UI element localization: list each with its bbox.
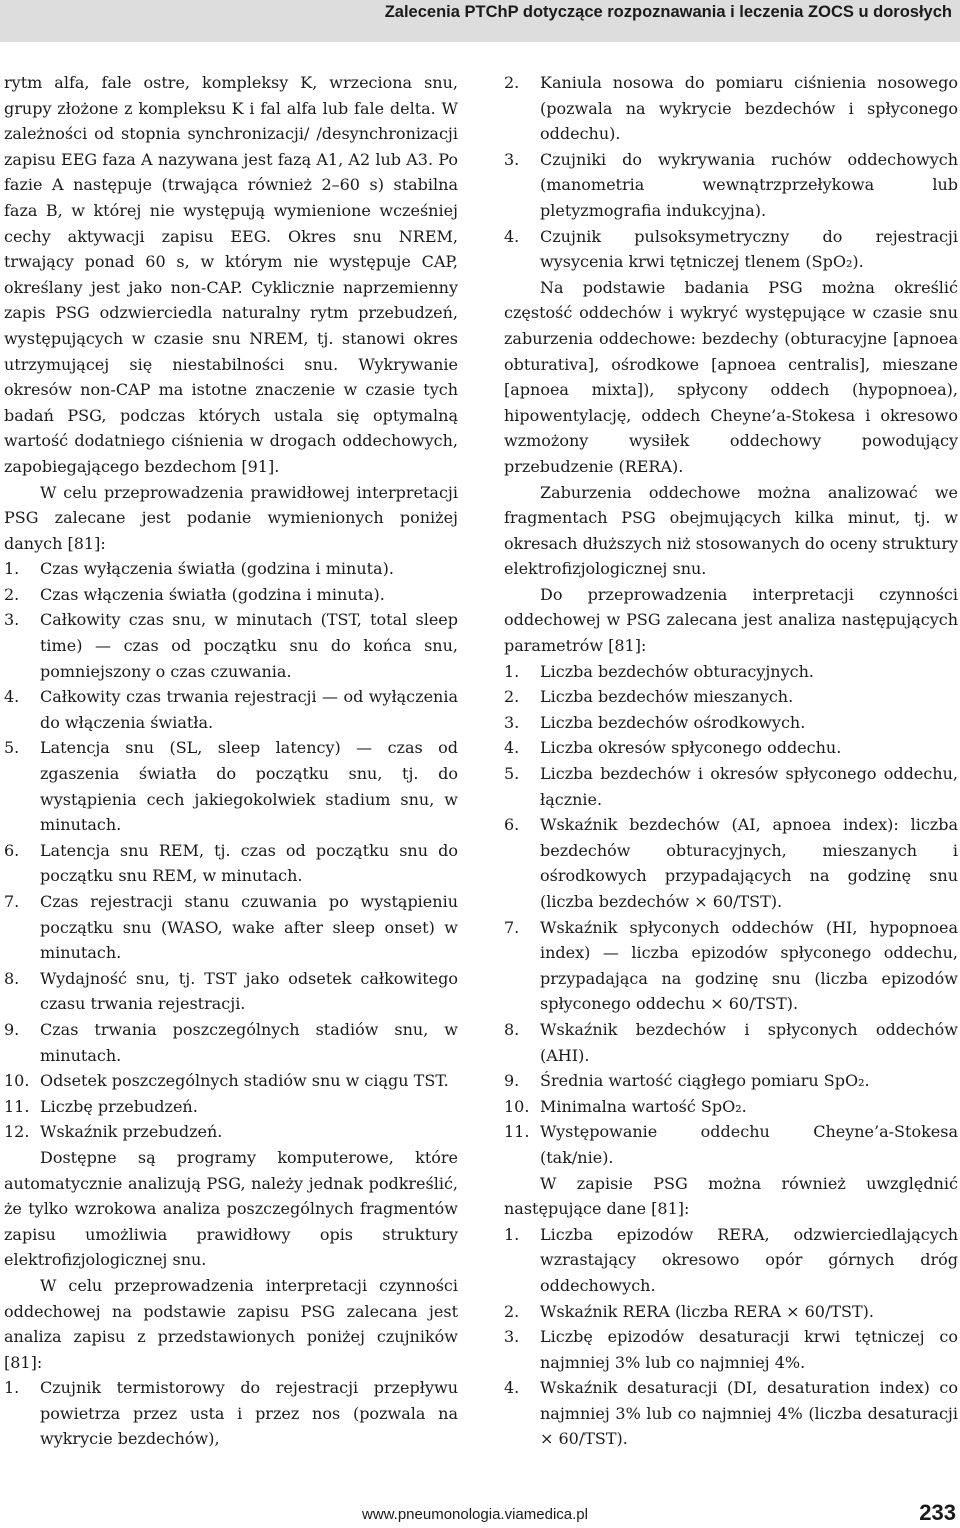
list-item — [504, 659, 958, 685]
list-item-number: 10. — [504, 1096, 530, 1116]
list-item-number: 3. — [4, 610, 20, 630]
list-item-number: 1. — [4, 1378, 20, 1398]
list-item — [504, 1324, 958, 1375]
list-item-number: 1. — [4, 559, 20, 579]
list-item-number: 11. — [504, 1122, 530, 1142]
list-item — [504, 147, 958, 224]
respiratory-params-list — [504, 659, 958, 1171]
list-item-text: Latencja snu REM, tj. czas od początku snu do początku snu REM, w minutach. — [40, 840, 458, 886]
running-header-title: Zalecenia PTChP dotyczące rozpoznawania i leczenia ZOCS u dorosłych — [384, 3, 952, 21]
list-item-text: Średnia wartość ciągłego pomiaru SpO₂. — [540, 1071, 870, 1091]
paragraph-computer-analysis: Dostępne są programy komputerowe, które automatycznie analizują PSG, należy jednak podkreślić, że tylko wzrokowa analiza poszczególnych fragmentów zapisu umożliwia prawidłowy opis struktury elektrofizjologicznej snu. — [4, 1147, 458, 1270]
list-item — [4, 966, 458, 1017]
list-item-number: 5. — [4, 738, 20, 758]
psg-data-list — [4, 556, 458, 1145]
list-item — [504, 224, 958, 275]
list-item-number: 10. — [4, 1071, 30, 1091]
list-item-text: Czas wyłączenia światła (godzina i minuta). — [40, 559, 394, 579]
paragraph-breathing-disorders: Na podstawie badania PSG można określić częstość oddechów i wykryć występujące w czasie snu zaburzenia oddechowe: bezdechy (obturacyjne [apnoea obturativa], ośrodkowe [apnoea centralis], mieszane [apnoea mixta]), spłycony oddech (hypopnoea), hipowentylację, oddech Cheyne’a-Stokesa i okresowo wzmożony wysiłek oddechowy powodujący przebudzenie (RERA). — [504, 277, 958, 476]
right-column — [504, 70, 958, 1452]
list-item — [504, 915, 958, 1017]
sensors-list-continued — [504, 70, 958, 275]
list-item — [4, 1375, 458, 1452]
list-item — [4, 1119, 458, 1145]
list-item — [4, 838, 458, 889]
additional-data-list — [504, 1222, 958, 1452]
page-number: 233 — [919, 1500, 956, 1525]
list-item-text: Czujnik termistorowy do rejestracji przepływu powietrza przez usta i przez nos (pozwala na wykrycie bezdechów), — [40, 1378, 458, 1449]
list-item-number: 6. — [504, 815, 520, 835]
list-item-text: Całkowity czas snu, w minutach (TST, total sleep time) — czas od początku snu do końca snu, pomniejszony o czas czuwania. — [40, 610, 458, 681]
list-item-text: Liczba epizodów RERA, odzwierciedlających wzrastający okresowo opór górnych dróg oddechowych. — [540, 1224, 958, 1295]
list-item — [4, 1094, 458, 1120]
list-item — [504, 735, 958, 761]
list-item-number: 4. — [504, 738, 520, 758]
list-item-text: Wydajność snu, tj. TST jako odsetek całkowitego czasu trwania rejestracji. — [40, 968, 458, 1014]
list-item — [504, 1375, 958, 1452]
left-column — [4, 70, 458, 1452]
list-item-text: Wskaźnik RERA (liczba RERA × 60/TST). — [540, 1301, 874, 1321]
list-item-number: 3. — [504, 1327, 520, 1347]
list-item — [504, 1222, 958, 1299]
list-item-text: Liczbę przebudzeń. — [40, 1096, 198, 1116]
list-item-number: 8. — [4, 968, 20, 988]
list-item-text: Latencja snu (SL, sleep latency) — czas od zgaszenia światła do początku snu, tj. do wystąpienia cech jakiegokolwiek stadium snu, w minutach. — [40, 738, 458, 835]
list-item-text: Liczbę epizodów desaturacji krwi tętniczej co najmniej 3% lub co najmniej 4%. — [540, 1327, 958, 1372]
list-item — [4, 607, 458, 684]
list-item-text: Wskaźnik bezdechów (AI, apnoea index): liczba bezdechów obturacyjnych, mieszanych i ośrodkowych przypadających na godzinę snu (liczba bezdechów × 60/TST). — [540, 815, 958, 911]
list-item-number: 4. — [504, 226, 520, 246]
list-item-text: Występowanie oddechu Cheyne’a-Stokesa (tak/nie). — [540, 1122, 958, 1167]
list-item-text: Liczba bezdechów ośrodkowych. — [540, 712, 806, 732]
list-item — [504, 761, 958, 812]
list-item — [4, 1068, 458, 1094]
list-item-text: Wskaźnik spłyconych oddechów (HI, hypopnoea index) — liczba epizodów spłyconego oddechu, przypadająca na godzinę snu (liczba epizodów spłyconego oddechu × 60/TST). — [540, 917, 958, 1014]
list-item — [504, 812, 958, 914]
paragraph-psg-data-intro: W celu przeprowadzenia prawidłowej interpretacji PSG zalecane jest podanie wymienionych poniżej danych [81]: — [4, 482, 458, 553]
list-item-text: Liczba bezdechów i okresów spłyconego oddechu, łącznie. — [540, 764, 958, 809]
paragraph-cap: rytm alfa, fale ostre, kompleksy K, wrzeciona snu, grupy złożone z kompleksu K i fal alfa lub fale delta. W zależności od stopnia synchronizacji/ /desynchronizacji zapisu EEG faza A nazywana jest fazą A1, A2 lub A3. Po fazie A następuje (trwająca również 2–60 s) stabilna faza B, w której nie występują wymienione wcześniej cechy aktywacji zapisu EEG. Okres snu NREM, trwający ponad 60 s, w którym nie występuje CAP, określany jest jako non-CAP. Cyklicznie naprzemienny zapis PSG odzwierciedla naturalny rytm przebudzeń, występujących w czasie snu NREM, tj. stanowi okres utrzymującej się niestabilności snu. Wykrywanie okresów non-CAP ma istotne znaczenie w czasie tych badań PSG, podczas których ustala się optymalną wartość dodatniego ciśnienia w drogach oddechowych, zapobiegającego bezdechom [91]. — [4, 73, 458, 476]
journal-url: www.pneumonologia.viamedica.pl — [362, 1506, 588, 1523]
list-item-number: 4. — [4, 687, 20, 707]
list-item-number: 2. — [504, 73, 520, 92]
list-item-text: Liczba bezdechów mieszanych. — [540, 687, 794, 707]
list-item — [504, 1119, 958, 1170]
list-item-text: Liczba bezdechów obturacyjnych. — [540, 661, 814, 681]
running-header — [0, 0, 960, 42]
sensors-list — [4, 1375, 458, 1452]
list-item-text: Wskaźnik przebudzeń. — [40, 1122, 223, 1142]
list-item-number: 2. — [504, 1301, 520, 1321]
list-item-text: Czujnik pulsoksymetryczny do rejestracji wysycenia krwi tętniczej tlenem (SpO₂). — [540, 226, 958, 272]
list-item — [504, 1068, 958, 1094]
list-item — [4, 556, 458, 582]
list-item-number: 11. — [4, 1096, 30, 1116]
list-item — [504, 1094, 958, 1120]
list-item — [4, 1017, 458, 1068]
list-item — [504, 710, 958, 736]
list-item-number: 2. — [4, 584, 20, 604]
list-item-text: Kaniula nosowa do pomiaru ciśnienia nosowego (pozwala na wykrycie bezdechów i spłyconego oddechu). — [540, 73, 958, 144]
list-item — [4, 684, 458, 735]
paragraph-fragment-analysis: Zaburzenia oddechowe można analizować we fragmentach PSG obejmujących kilka minut, tj. w okresach dłuższych niż stosowanych do oceny struktury elektrofizjologicznej snu. — [504, 482, 958, 579]
list-item-number: 1. — [504, 1224, 520, 1244]
paragraph-additional-data-intro: W zapisie PSG można również uwzględnić następujące dane [81]: — [504, 1173, 958, 1219]
list-item-text: Wskaźnik bezdechów i spłyconych oddechów (AHI). — [540, 1019, 958, 1065]
list-item — [4, 735, 458, 837]
list-item-number: 8. — [504, 1019, 520, 1039]
list-item — [504, 1299, 958, 1325]
list-item-text: Liczba okresów spłyconego oddechu. — [540, 738, 842, 758]
list-item-number: 5. — [504, 764, 520, 784]
list-item-number: 9. — [4, 1019, 20, 1039]
list-item-text: Wskaźnik desaturacji (DI, desaturation index) co najmniej 3% lub co najmniej 4% (liczba desaturacji × 60/TST). — [540, 1378, 958, 1449]
list-item-number: 9. — [504, 1071, 520, 1091]
list-item-text: Czas trwania poszczególnych stadiów snu, w minutach. — [40, 1019, 458, 1065]
list-item-text: Czas rejestracji stanu czuwania po wystąpieniu początku snu (WASO, wake after sleep onset) w minutach. — [40, 892, 458, 963]
list-item — [4, 889, 458, 966]
list-item-number: 7. — [4, 892, 20, 911]
list-item-text: Odsetek poszczególnych stadiów snu w ciągu TST. — [40, 1071, 449, 1091]
list-item-text: Czas włączenia światła (godzina i minuta). — [40, 584, 385, 604]
list-item-number: 7. — [504, 917, 520, 937]
list-item-number: 1. — [504, 661, 520, 681]
paragraph-respiratory-params-intro: Do przeprowadzenia interpretacji czynności oddechowej w PSG zalecana jest analiza następujących parametrów [81]: — [504, 584, 958, 656]
paragraph-sensors-intro: W celu przeprowadzenia interpretacji czynności oddechowej na podstawie zapisu PSG zalecana jest analiza zapisu z przedstawionych poniżej czujników [81]: — [4, 1275, 458, 1372]
list-item-number: 6. — [4, 840, 20, 860]
list-item-text: Całkowity czas trwania rejestracji — od wyłączenia do włączenia światła. — [40, 687, 458, 732]
list-item-number: 12. — [4, 1122, 30, 1142]
list-item — [504, 70, 958, 147]
list-item-text: Czujniki do wykrywania ruchów oddechowych (manometria wewnątrzprzełykowa lub pletyzmografia indukcyjna). — [540, 149, 958, 220]
list-item-number: 3. — [504, 712, 520, 732]
list-item — [504, 684, 958, 710]
list-item — [504, 1017, 958, 1068]
list-item-number: 2. — [504, 687, 520, 707]
list-item-text: Minimalna wartość SpO₂. — [540, 1096, 747, 1116]
list-item — [4, 582, 458, 608]
list-item-number: 3. — [504, 149, 520, 169]
list-item-number: 4. — [504, 1378, 520, 1398]
